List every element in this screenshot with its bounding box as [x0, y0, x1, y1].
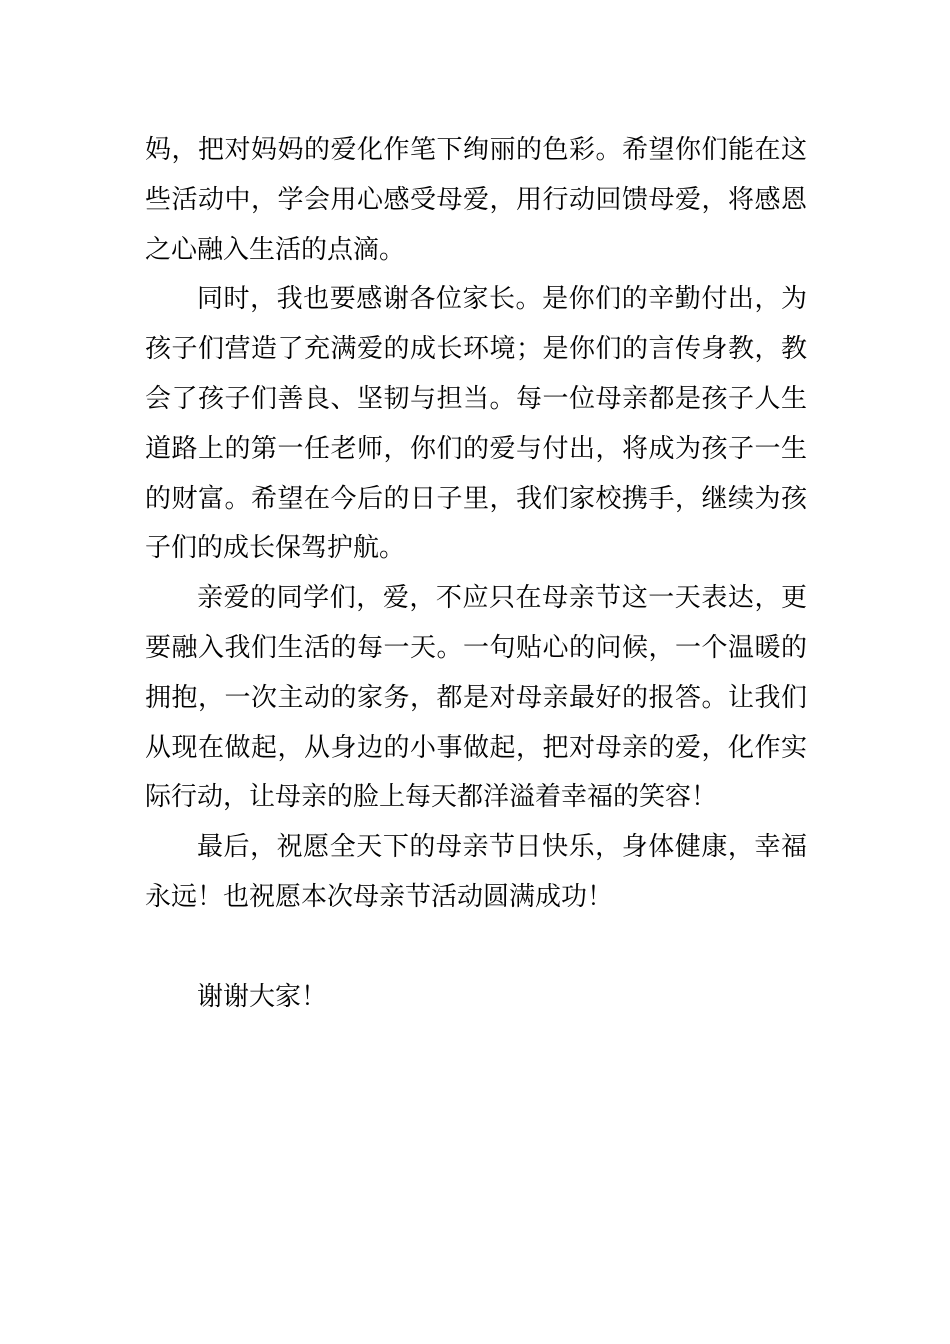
text-line: 孩子们营造了充满爱的成长环境；是你们的言传身教，教 [145, 334, 807, 365]
text-line: 子们的成长保驾护航。 [145, 533, 406, 564]
text-line: 拥抱，一次主动的家务，都是对母亲最好的报答。让我们 [145, 682, 807, 713]
text-line: 要融入我们生活的每一天。一句贴心的问候，一个温暖的 [145, 632, 807, 663]
text-line: 亲爱的同学们，爱，不应只在母亲节这一天表达，更 [197, 583, 807, 614]
text-line: 道路上的第一任老师，你们的爱与付出，将成为孩子一生 [145, 433, 807, 464]
text-line: 会了孩子们善良、坚韧与担当。每一位母亲都是孩子人生 [145, 383, 807, 414]
text-line: 之心融入生活的点滴。 [145, 234, 406, 265]
text-line: 妈，把对妈妈的爱化作笔下绚丽的色彩。希望你们能在这 [145, 135, 807, 165]
text-line: 际行动，让母亲的脸上每天都洋溢着幸福的笑容！ [145, 782, 718, 813]
text-line: 的财富。希望在今后的日子里，我们家校携手，继续为孩 [145, 483, 807, 514]
paragraph-blessing [145, 823, 807, 923]
blank-line [145, 923, 807, 973]
paragraph-thanks-parents [145, 275, 807, 574]
paragraph-students [145, 574, 807, 823]
paragraph-continuation [145, 126, 807, 275]
text-line: 些活动中，学会用心感受母爱，用行动回馈母爱，将感恩 [145, 184, 807, 215]
closing [145, 973, 807, 1023]
text-line: 永远！也祝愿本次母亲节活动圆满成功！ [145, 881, 614, 912]
document-body [145, 126, 807, 1022]
text-line: 同时，我也要感谢各位家长。是你们的辛勤付出，为 [197, 284, 807, 315]
text-line: 最后，祝愿全天下的母亲节日快乐，身体健康，幸福 [197, 832, 807, 863]
text-line: 从现在做起，从身边的小事做起，把对母亲的爱，化作实 [145, 732, 807, 763]
closing-line: 谢谢大家！ [197, 981, 328, 1012]
